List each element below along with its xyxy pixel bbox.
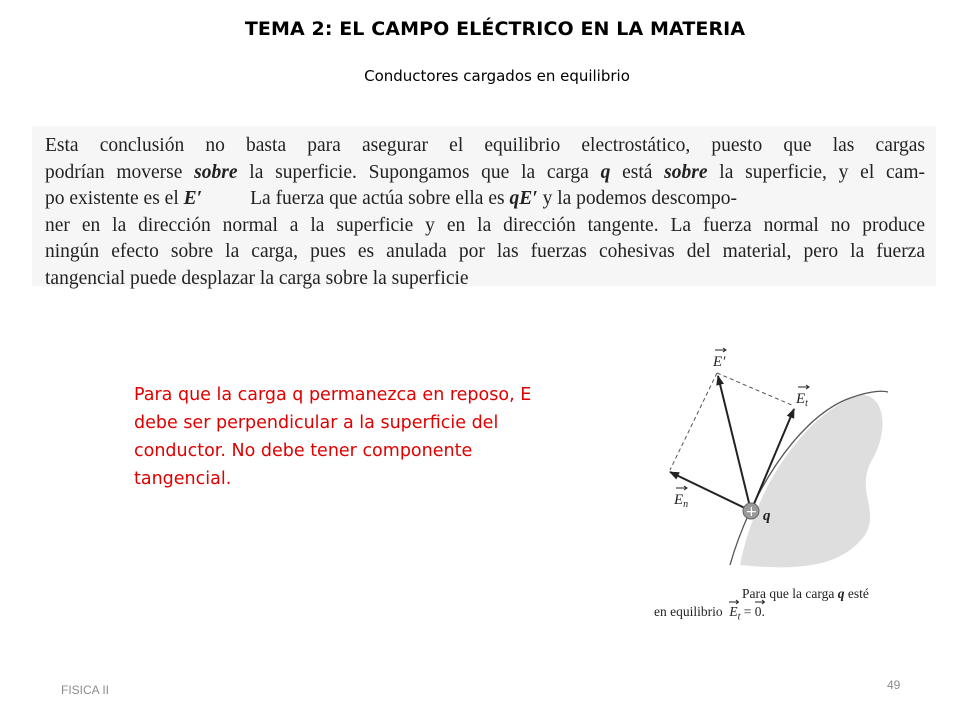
label-Et-group — [795, 385, 809, 409]
figure-caption — [654, 585, 914, 627]
footer-course-label: FISICA II — [61, 683, 110, 697]
slide-subtitle: Conductores cargados en equilibrio — [364, 67, 630, 85]
label-E-prime: E′ — [713, 354, 726, 370]
label-charge: q — [763, 508, 771, 524]
excerpt-line-6: tangencial puede desplazar la carga sobre la superficie — [45, 267, 469, 289]
label-Et: $E_t$ — [796, 391, 808, 409]
dashed-line-left — [670, 373, 717, 470]
excerpt-line-2: podrían moverse sobre la superficie. Supongamos que la carga q está sobre la superficie, y el cam- — [45, 161, 925, 183]
scanned-excerpt — [45, 133, 925, 292]
excerpt-line-1: Esta conclusión no basta para asegurar el equilibrio electrostático, puesto que las cargas — [45, 135, 925, 156]
slide-title: TEMA 2: EL CAMPO ELÉCTRICO EN LA MATERIA — [244, 18, 746, 40]
caption-line-1: Para que la carga q esté — [742, 586, 869, 601]
excerpt-line-3: po existente es el E′ La fuerza que actúa sobre ella es qE′ y la podemos descompo- — [45, 188, 737, 209]
page-number: 49 — [887, 678, 901, 692]
conductor-region — [740, 395, 882, 567]
plus-sign: + — [745, 504, 758, 520]
label-En-group — [673, 486, 688, 510]
excerpt-line-4: ner en la dirección normal a la superficie y en la dirección tangente. La fuerza normal no produce — [45, 214, 925, 236]
caption-line-2: en equilibrio E $_t$ = 0 . — [654, 603, 914, 627]
label-En: $E_n$ — [674, 492, 689, 510]
dashed-line-top — [717, 373, 794, 406]
excerpt-line-5: ningún efecto sobre la carga, pues es anulada por las fuerzas cohesivas del material, pero la fuerza — [45, 241, 925, 262]
label-E-prime-group — [712, 348, 726, 370]
red-note: Para que la carga q permanezca en reposo, E debe ser perpendicular a la superficie del conductor. No debe tener componente tangencial. — [134, 385, 532, 489]
vector-E-prime — [718, 376, 751, 511]
